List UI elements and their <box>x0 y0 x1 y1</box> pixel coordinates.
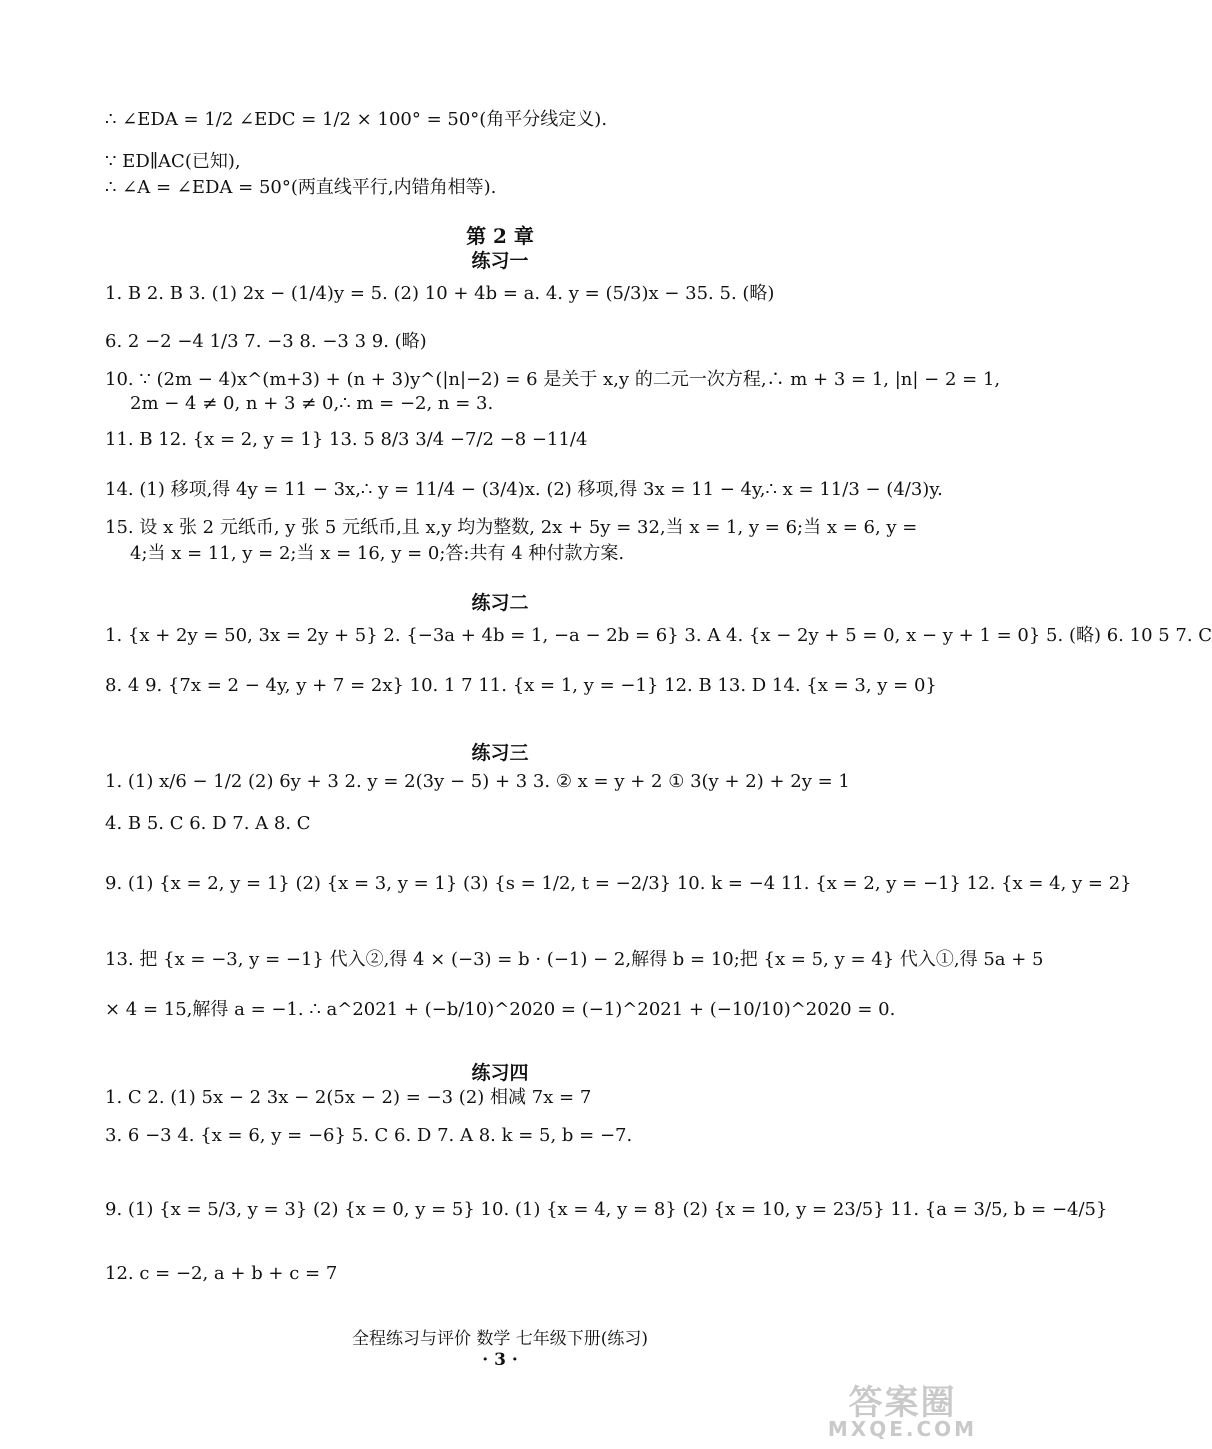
watermark-logo <box>810 1383 995 1445</box>
footer-book-title: 全程练习与评价 数学 七年级下册(练习) <box>351 1329 649 1349</box>
watermark-text: 答案圈 <box>848 1383 957 1423</box>
page-number: · 3 · <box>482 1350 518 1370</box>
answer-line: 1. C 2. (1) 5x − 2 3x − 2(5x − 2) = −3 (2) 相减 7x = 7 <box>105 1087 592 1108</box>
section-title-4: 练习四 <box>471 1062 529 1084</box>
answer-line: 11. B 12. {x = 2, y = 1} 13. 5 8/3 3/4 −7/2 −8 −11/4 <box>105 429 588 450</box>
proof-line-3: ∴ ∠A = ∠EDA = 50°(两直线平行,内错角相等). <box>105 177 497 198</box>
answer-line: 4. B 5. C 6. D 7. A 8. C <box>105 813 311 834</box>
answer-line: 9. (1) {x = 5/3, y = 3} (2) {x = 0, y = 5} 10. (1) {x = 4, y = 8} (2) {x = 10, y = 23/5} 11. {a = 3/5, b = −4/5} <box>105 1199 1108 1220</box>
answer-line: 12. c = −2, a + b + c = 7 <box>105 1263 338 1284</box>
watermark-url: MXQE.COM <box>827 1417 978 1441</box>
section-title-1: 练习一 <box>471 250 529 272</box>
section-title-3: 练习三 <box>471 742 529 764</box>
answer-line: 3. 6 −3 4. {x = 6, y = −6} 5. C 6. D 7. A 8. k = 5, b = −7. <box>105 1125 633 1146</box>
answer-line: 8. 4 9. {7x = 2 − 4y, y + 7 = 2x} 10. 1 7 11. {x = 1, y = −1} 12. B 13. D 14. {x = 3, y = 0} <box>105 675 937 696</box>
proof-line-2: ∵ ED∥AC(已知), <box>105 151 241 172</box>
answer-line: 6. 2 −2 −4 1/3 7. −3 8. −3 3 9. (略) <box>105 331 427 352</box>
proof-line-1: ∴ ∠EDA = 1/2 ∠EDC = 1/2 × 100° = 50°(角平分线定义). <box>105 109 608 130</box>
answer-line: 1. {x + 2y = 50, 3x = 2y + 5} 2. {−3a + 4b = 1, −a − 2b = 6} 3. A 4. {x − 2y + 5 = 0, x − y + 1 = 0} 5. (略) 6. 10 5 7. C <box>105 625 1212 646</box>
answer-line: 14. (1) 移项,得 4y = 11 − 3x,∴ y = 11/4 − (3/4)x. (2) 移项,得 3x = 11 − 4y,∴ x = 11/3 − (4/3)y. <box>105 479 943 500</box>
answer-line: 1. B 2. B 3. (1) 2x − (1/4)y = 5. (2) 10 + 4b = a. 4. y = (5/3)x − 35. 5. (略) <box>105 283 775 304</box>
answer-line: 10. ∵ (2m − 4)x^(m+3) + (n + 3)y^(|n|−2) = 6 是关于 x,y 的二元一次方程,∴ m + 3 = 1, |n| − 2 = 1, <box>105 369 1001 390</box>
answer-line: 9. (1) {x = 2, y = 1} (2) {x = 3, y = 1} (3) {s = 1/2, t = −2/3} 10. k = −4 11. {x = 2, y = −1} 12. {x = 4, y = 2} <box>105 873 1132 894</box>
answer-line: 2m − 4 ≠ 0, n + 3 ≠ 0,∴ m = −2, n = 3. <box>130 393 494 414</box>
answer-line: 13. 把 {x = −3, y = −1} 代入②,得 4 × (−3) = b · (−1) − 2,解得 b = 10;把 {x = 5, y = 4} 代入①,得 5a + 5 <box>105 949 1044 970</box>
chapter-title: 第 2 章 <box>466 224 534 248</box>
answer-line: × 4 = 15,解得 a = −1. ∴ a^2021 + (−b/10)^2020 = (−1)^2021 + (−10/10)^2020 = 0. <box>105 999 896 1020</box>
answer-line: 4;当 x = 11, y = 2;当 x = 16, y = 0;答:共有 4 种付款方案. <box>130 543 625 564</box>
section-title-2: 练习二 <box>471 592 529 614</box>
answer-line: 1. (1) x/6 − 1/2 (2) 6y + 3 2. y = 2(3y − 5) + 3 3. ② x = y + 2 ① 3(y + 2) + 2y = 1 <box>105 771 850 792</box>
answer-line: 15. 设 x 张 2 元纸币, y 张 5 元纸币,且 x,y 均为整数, 2x + 5y = 32,当 x = 1, y = 6;当 x = 6, y = <box>105 517 918 538</box>
